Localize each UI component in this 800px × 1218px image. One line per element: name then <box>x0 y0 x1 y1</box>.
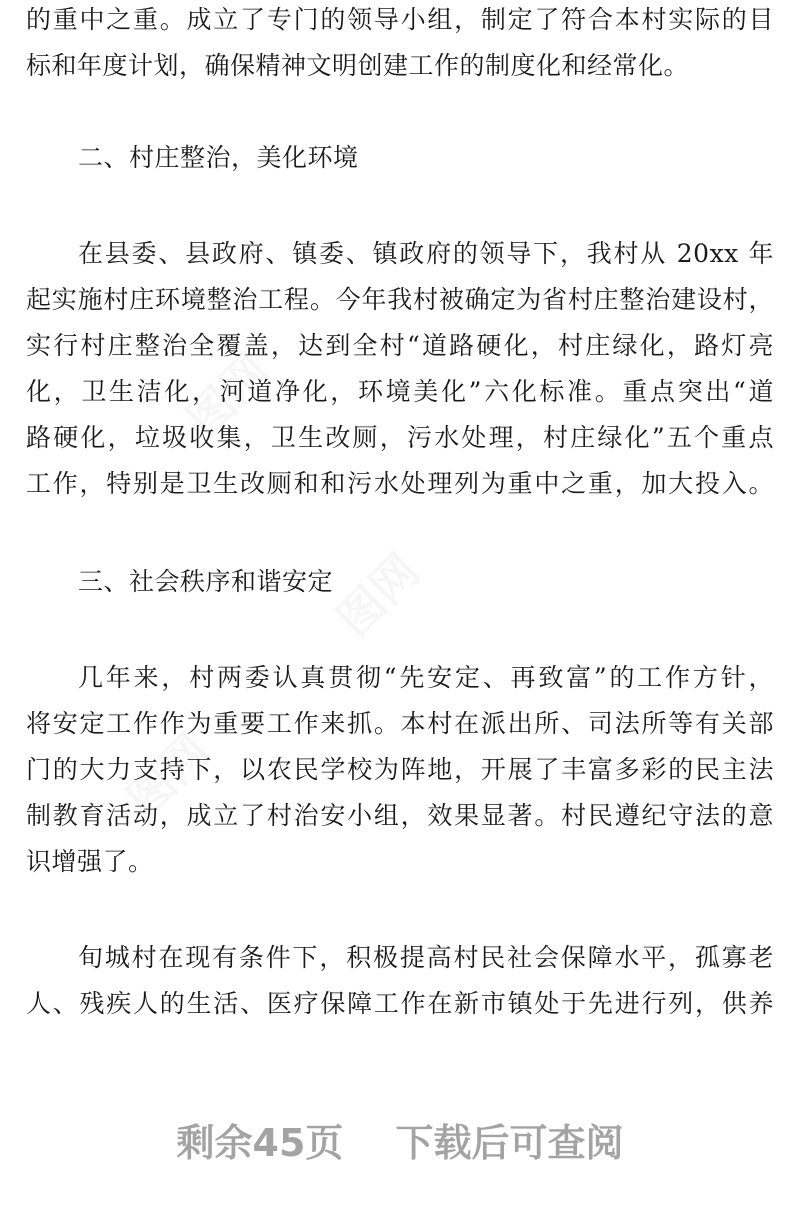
watermark <box>320 537 432 649</box>
body-text-line: 人、残疾人的生活、医疗保障工作在新市镇处于先进行列，供养 <box>26 989 774 1018</box>
section-heading-2: 二、村庄整治，美化环境 <box>78 143 359 172</box>
body-text-line: 将安定工作作为重要工作来抓。本村在派出所、司法所等有关部 <box>26 709 774 738</box>
body-text-line: 路硬化，垃圾收集，卫生改厕，污水处理，村庄绿化”五个重点 <box>26 423 774 452</box>
body-text-line: 的重中之重。成立了专门的领导小组，制定了符合本村实际的目 <box>26 5 774 34</box>
body-text-line: 工作，特别是卫生改厕和和污水处理列为重中之重，加大投入。 <box>26 469 774 498</box>
body-text-line: 在县委、县政府、镇委、镇政府的领导下，我村从 20xx 年 <box>78 239 774 268</box>
body-text-line: 门的大力支持下，以农民学校为阵地，开展了丰富多彩的民主法 <box>26 755 774 784</box>
download-to-view-label: 下载后可查阅 <box>395 1121 624 1165</box>
remaining-pages-label: 剩余45页 <box>176 1121 344 1165</box>
body-text-line: 几年来，村两委认真贯彻“先安定、再致富”的工作方针， <box>78 663 774 692</box>
section-heading-3: 三、社会秩序和谐安定 <box>78 567 334 596</box>
body-text-line: 实行村庄整治全覆盖，达到全村“道路硬化，村庄绿化，路灯亮 <box>26 331 774 360</box>
body-text-line: 识增强了。 <box>26 847 154 876</box>
body-text-line: 制教育活动，成立了村治安小组，效果显著。村民遵纪守法的意 <box>26 801 774 830</box>
body-text-line: 旬城村在现有条件下，积极提高村民社会保障水平，孤寡老 <box>78 943 774 972</box>
body-text-line: 化，卫生洁化，河道净化，环境美化”六化标准。重点突出“道 <box>26 377 774 406</box>
body-text-line: 起实施村庄环境整治工程。今年我村被确定为省村庄整治建设村， <box>26 285 774 314</box>
body-text-line: 标和年度计划，确保精神文明创建工作的制度化和经常化。 <box>26 51 690 80</box>
download-banner[interactable] <box>0 1118 800 1168</box>
